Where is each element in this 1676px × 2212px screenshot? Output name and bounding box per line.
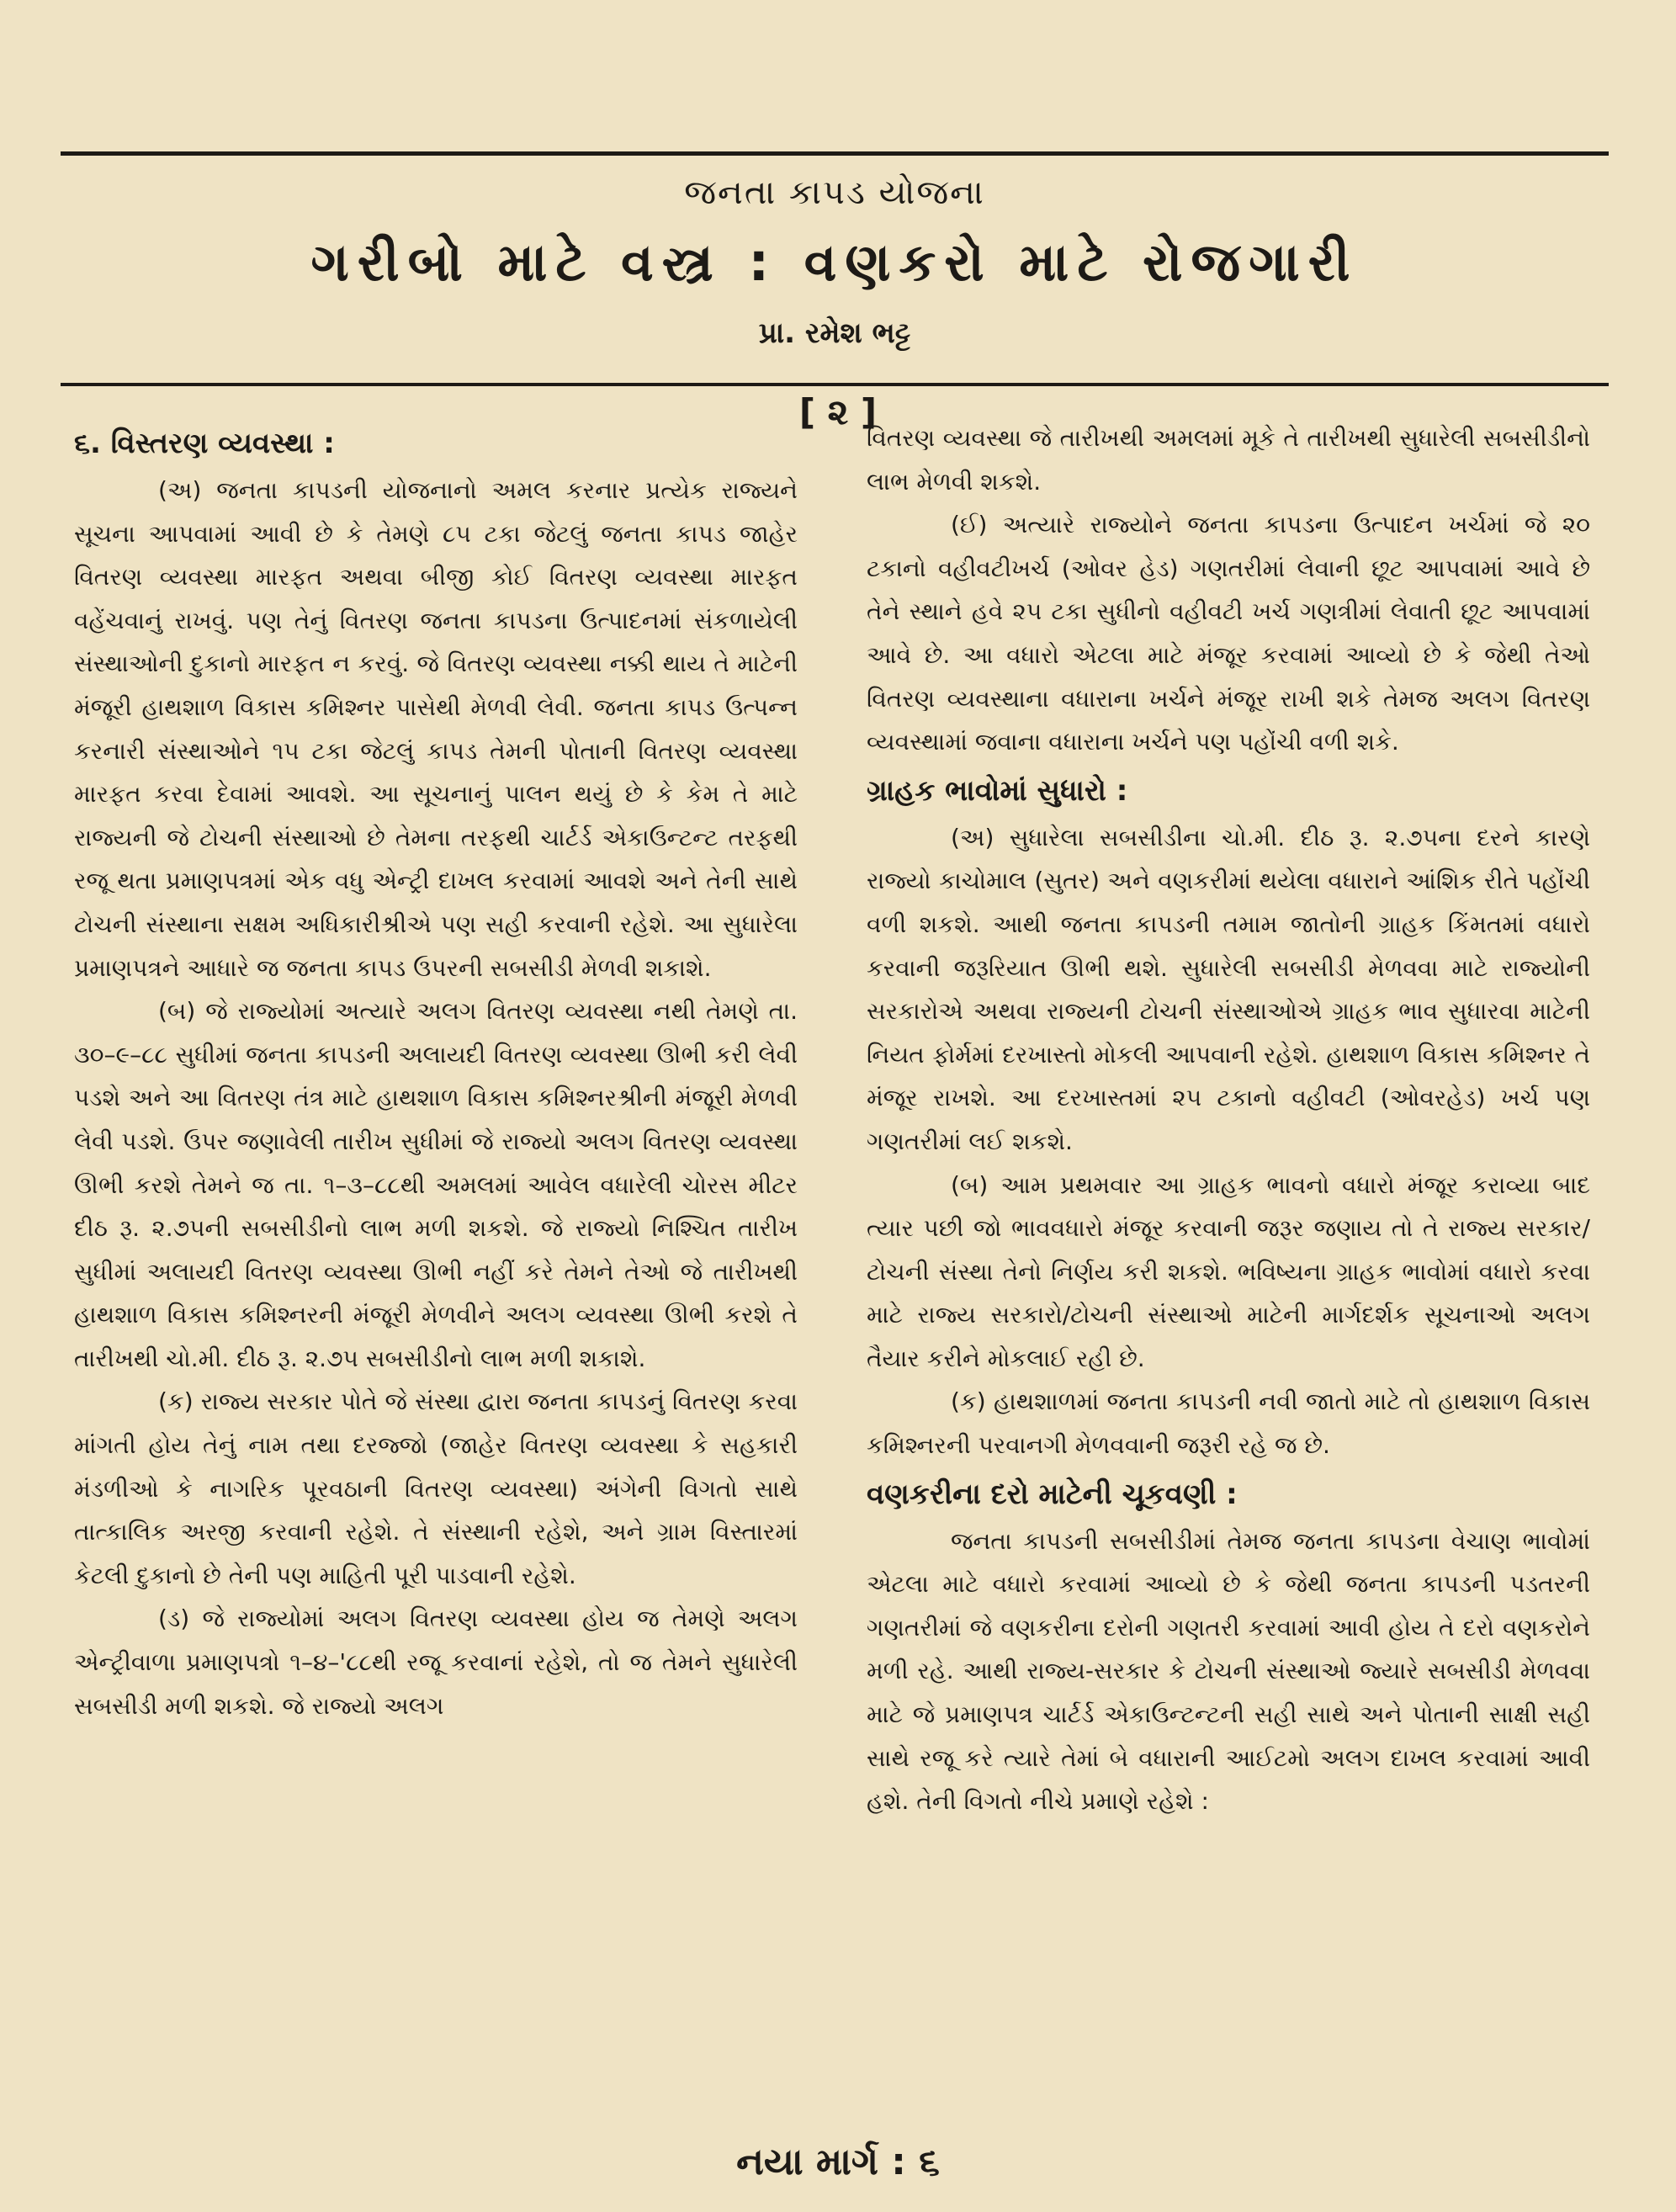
paragraph-weaving: જનતા કાપડની સબસીડીમાં તેમજ જનતા કાપડના વેચાણ ભાવોમાં એટલા માટે વધારો કરવામાં આવ્યો છે કે જેથી જનતા કાપડની પડતરની ગણતરીમાં જે વણકરીના દરોની ગણતરી કરવામાં આવી હોય તે દરો વણકરોને મળી રહે. આથી રાજ્ય-સરકાર કે ટોચની સંસ્થાઓ જ્યારે સબસીડી મેળવવા માટે જે પ્રમાણપત્ર ચાર્ટર્ડ એકાઉન્ટન્ટની સહી સાથે અને પોતાની સાક્ષી સહી સાથે રજૂ કરે ત્યારે તેમાં બે વધારાની આઈટમો અલગ દાખલ કરવામાં આવી હશે. તેની વિગતો નીચે પ્રમાણે રહેશે : bbox=[867, 1526, 1590, 1816]
right-column bbox=[867, 416, 1590, 2124]
part-number: [ ૨ ] bbox=[798, 391, 878, 432]
page-footer: નયા માર્ગ : ૬ bbox=[736, 2140, 940, 2183]
article-author: પ્રા. રમેશ ભટ્ટ bbox=[758, 316, 911, 350]
paragraph-prices-k: (ક) હાથશાળમાં જનતા કાપડની નવી જાતો માટે તો હાથશાળ વિકાસ કમિશ્નરની પરવાનગી મેળવવાની જરૂરી રહે જ છે. bbox=[867, 1387, 1590, 1460]
series-label: જનતા કાપડ યોજના bbox=[684, 173, 985, 212]
paragraph-b: (બ) જે રાજ્યોમાં અત્યારે અલગ વિતરણ વ્યવસ્થા નથી તેમણે તા. ૩૦–૯–૮૮ સુધીમાં જનતા કાપડની અલાયદી વિતરણ વ્યવસ્થા ઊભી કરી લેવી પડશે અને આ વિતરણ તંત્ર માટે હાથશાળ વિકાસ કમિશ્નરશ્રીની મંજૂરી મેળવી લેવી પડશે. ઉપર જણાવેલી તારીખ સુધીમાં જે રાજ્યો અલગ વિતરણ વ્યવસ્થા ઊભી કરશે તેમને જ તા. ૧–૩–૮૮થી અમલમાં આવેલ વધારેલી ચોરસ મીટર દીઠ રૂ. ૨.૭૫ની સબસીડીનો લાભ મળી શકશે. જે રાજ્યો નિશ્ચિત તારીખ સુધીમાં અલાયદી વિતરણ વ્યવસ્થા ઊભી નહીં કરે તેમને તેઓ જે તારીખથી હાથશાળ વિકાસ કમિશ્નરની મંજૂરી મેળવીને અલગ વ્યવસ્થા ઊભી કરશે તે તારીખથી ચો.મી. દીઠ રૂ. ૨.૭૫ સબસીડીનો લાભ મળી શકાશે. bbox=[74, 997, 798, 1372]
section-heading-distribution: ૬. વિસ્તરણ વ્યવસ્થા : bbox=[74, 427, 335, 460]
paragraph-prices-a: (અ) સુધારેલા સબસીડીના ચો.મી. દીઠ રૂ. ૨.૭૫ના દરને કારણે રાજ્યો કાચોમાલ (સુતર) અને વણકરીમાં થયેલા વધારાને આંશિક રીતે પહોંચી વળી શકશે. આથી જનતા કાપડની તમામ જાતોની ગ્રાહક કિંમતમાં વધારો કરવાની જરૂરિયાત ઊભી થશે. સુધારેલી સબસીડી મેળવવા માટે રાજ્યોની સરકારોએ અથવા રાજ્યની ટોચની સંસ્થાઓએ ગ્રાહક ભાવ સુધારવા માટેની નિયત ફોર્મમાં દરખાસ્તો મોકલી આપવાની રહેશે. હાથશાળ વિકાસ કમિશ્નર તે મંજૂર રાખશે. આ દરખાસ્તમાં ૨૫ ટકાનો વહીવટી (ઓવરહેડ) ખર્ચ પણ ગણતરીમાં લઈ શકશે. bbox=[867, 823, 1590, 1155]
masthead-bottom-rule bbox=[61, 383, 1609, 386]
masthead bbox=[61, 168, 1609, 353]
top-rule bbox=[61, 151, 1609, 156]
paragraph-a: (અ) જનતા કાપડની યોજનાનો અમલ કરનાર પ્રત્યેક રાજ્યને સૂચના આપવામાં આવી છે કે તેમણે ૮૫ ટકા જેટલું જનતા કાપડ જાહેર વિતરણ વ્યવસ્થા મારફત અથવા બીજી કોઈ વિતરણ વ્યવસ્થા મારફત વહેંચવાનું રાખવું. પણ તેનું વિતરણ જનતા કાપડના ઉત્પાદનમાં સંકળાયેલી સંસ્થાઓની દુકાનો મારફત ન કરવું. જે વિતરણ વ્યવસ્થા નક્કી થાય તે માટેની મંજૂરી હાથશાળ વિકાસ કમિશ્નર પાસેથી મેળવી લેવી. જનતા કાપડ ઉત્પન્ન કરનારી સંસ્થાઓને ૧૫ ટકા જેટલું કાપડ તેમની પોતાની વિતરણ વ્યવસ્થા મારફત કરવા દેવામાં આવશે. આ સૂચનાનું પાલન થયું છે કે કેમ તે માટે રાજ્યની જે ટોચની સંસ્થાઓ છે તેમના તરફથી ચાર્ટર્ડ એકાઉન્ટન્ટ તરફથી રજૂ થતા પ્રમાણપત્રમાં એક વધુ એન્ટ્રી દાખલ કરવામાં આવશે અને તેની સાથે ટોચની સંસ્થાના સક્ષમ અધિકારીશ્રીએ પણ સહી કરવાની રહેશે. આ સુધારેલા પ્રમાણપત્રને આધારે જ જનતા કાપડ ઉપરની સબસીડી મેળવી શકાશે. bbox=[74, 476, 798, 982]
paragraph-k: (ક) રાજ્ય સરકાર પોતે જે સંસ્થા દ્વારા જનતા કાપડનું વિતરણ કરવા માંગતી હોય તેનું નામ તથા દરજ્જો (જાહેર વિતરણ વ્યવસ્થા કે સહકારી મંડળીઓ કે નાગરિક પૂરવઠાની વિતરણ વ્યવસ્થા) અંગેની વિગતો સાથે તાત્કાલિક અરજી કરવાની રહેશે. તે સંસ્થાની રહેશે, અને ગ્રામ વિસ્તારમાં કેટલી દુકાનો છે તેની પણ માહિતી પૂરી પાડવાની રહેશે. bbox=[74, 1387, 798, 1589]
section-heading-weaving-rates: વણકરીના દરો માટેની ચૂકવણી : bbox=[867, 1477, 1238, 1511]
section-heading-consumer-prices: ગ્રાહક ભાવોમાં સુધારો : bbox=[867, 773, 1128, 808]
paragraph-continued: વિતરણ વ્યવસ્થા જે તારીખથી અમલમાં મૂકે તે તારીખથી સુધારેલી સબસીડીનો લાભ મેળવી શકશે. bbox=[867, 424, 1590, 496]
article-title: ગરીબો માટે વસ્ત્ર : વણકરો માટે રોજગારી bbox=[310, 231, 1359, 293]
paragraph-e: (ઈ) અત્યારે રાજ્યોને જનતા કાપડના ઉત્પાદન ખર્ચમાં જે ૨૦ ટકાનો વહીવટીખર્ચ (ઓવર હેડ) ગણતરીમાં લેવાની છૂટ આપવામાં આવે છે તેને સ્થાને હવે ૨૫ ટકા સુધીનો વહીવટી ખર્ચ ગણત્રીમાં લેવાતી છૂટ આપવામાં આવે છે. આ વધારો એટલા માટે મંજૂર કરવામાં આવ્યો છે કે જેથી તેઓ વિતરણ વ્યવસ્થાના વધારાના ખર્ચને મંજૂર રાખી શકે તેમજ અલગ વિતરણ વ્યવસ્થામાં જવાના વધારાના ખર્ચને પણ પહોંચી વળી શકે. bbox=[867, 511, 1590, 756]
paragraph-d: (ડ) જે રાજ્યોમાં અલગ વિતરણ વ્યવસ્થા હોય જ તેમણે અલગ એન્ટ્રીવાળા પ્રમાણપત્રો ૧–૪–'૮૮થી રજૂ કરવાનાં રહેશે, તો જ તેમને સુધારેલી સબસીડી મળી શકશે. જે રાજ્યો અલગ bbox=[74, 1605, 798, 1720]
left-column bbox=[74, 416, 798, 2124]
paragraph-prices-b: (બ) આમ પ્રથમવાર આ ગ્રાહક ભાવનો વધારો મંજૂર કરાવ્યા બાદ ત્યાર પછી જો ભાવવધારો મંજૂર કરવાની જરૂર જણાય તો તે રાજ્ય સરકાર/ટોચની સંસ્થા તેનો નિર્ણય કરી શકશે. ભવિષ્યના ગ્રાહક ભાવોમાં વધારો કરવા માટે રાજ્ય સરકારો/ટોચની સંસ્થાઓ માટેની માર્ગદર્શક સૂચનાઓ અલગ તૈયાર કરીને મોકલાઈ રહી છે. bbox=[867, 1170, 1590, 1372]
